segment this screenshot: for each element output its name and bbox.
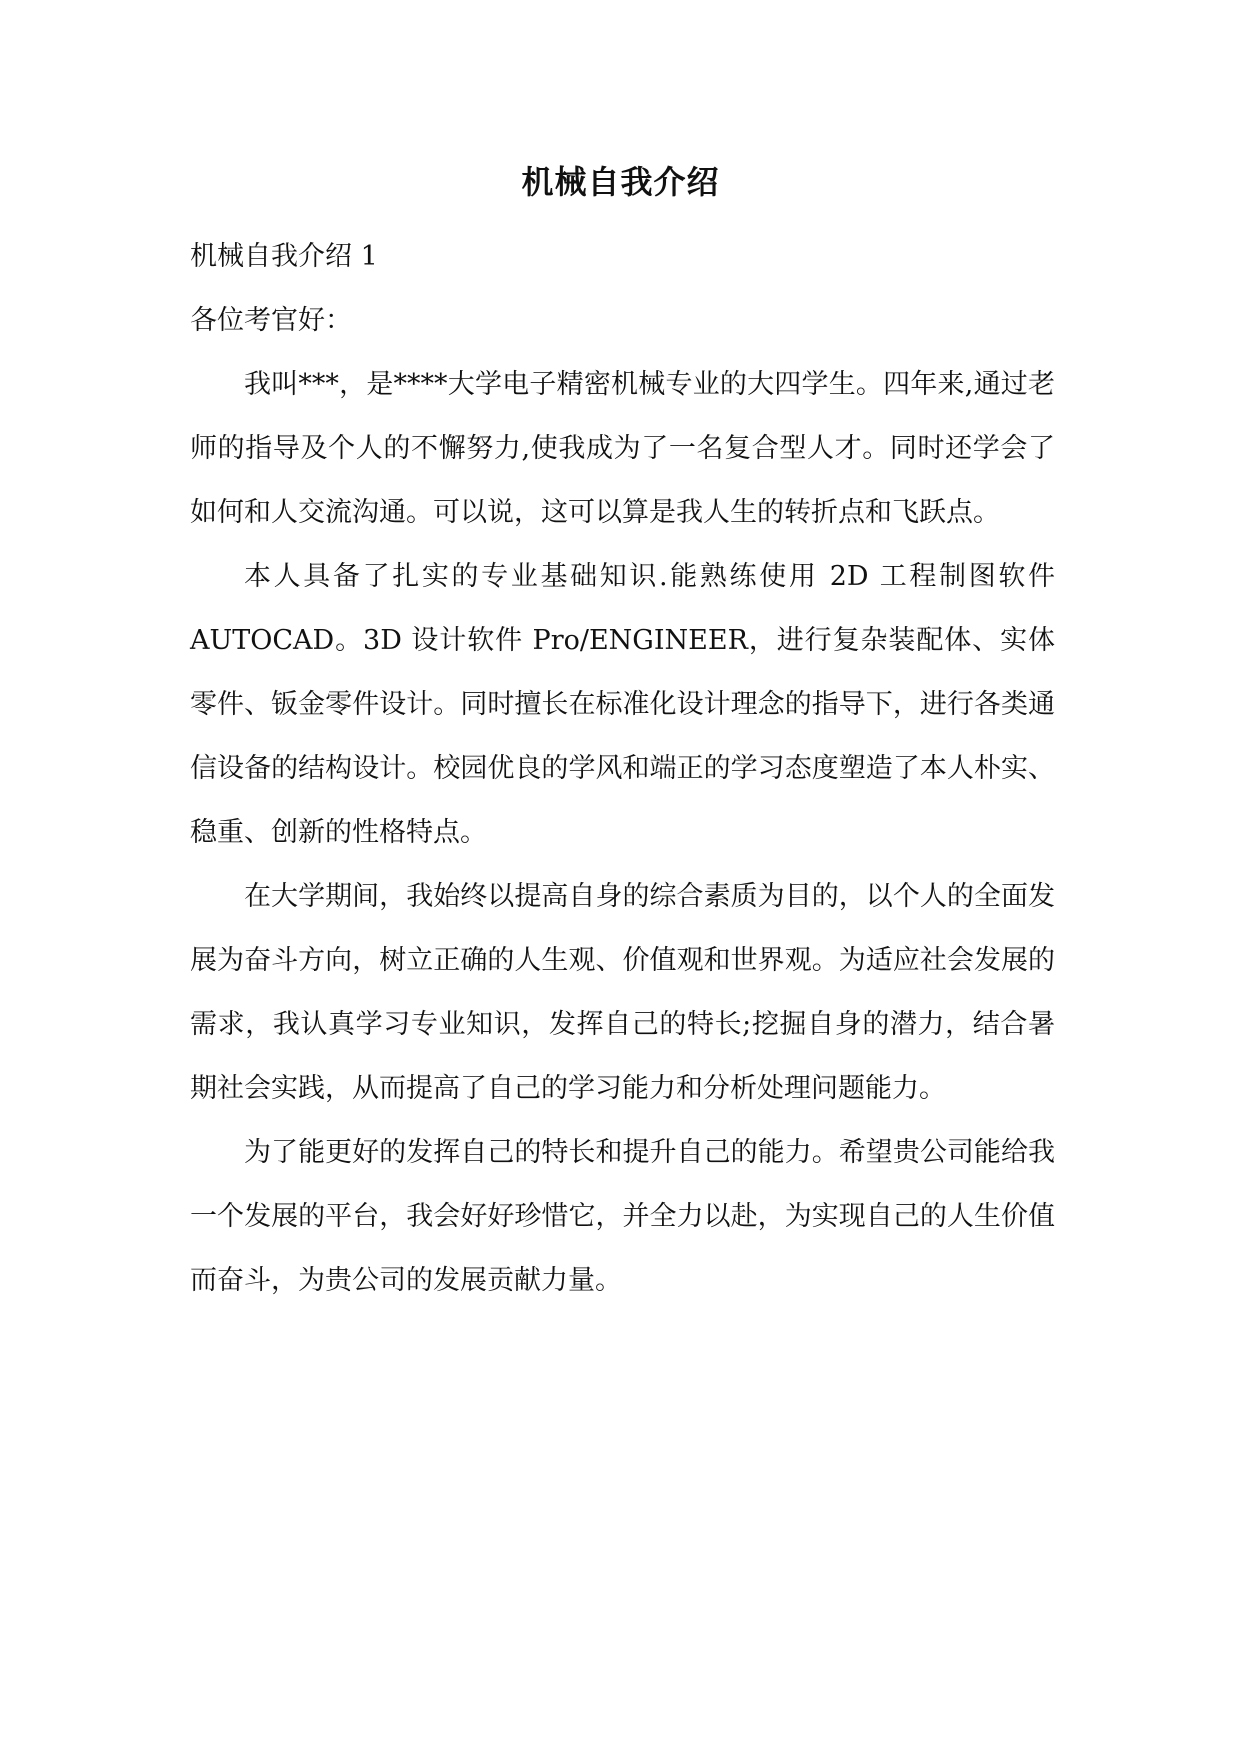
document-title: 机械自我介绍 [521,163,720,201]
paragraph-2: 本人具备了扎实的专业基础知识.能熟练使用 2D 工程制图软件 AUTOCAD。3D 设计软件 Pro/ENGINEER，进行复杂装配体、实体零件、钣金零件设计。同时擅长在标准化设计理念的指导下，进行各类通信设备的结构设计。校园优良的学风和端正的学习态度塑造了本人朴实、稳重、创新的性格特点。 [190,561,1055,848]
paragraph-4: 为了能更好的发挥自己的特长和提升自己的能力。希望贵公司能给我一个发展的平台，我会好好珍惜它，并全力以赴，为实现自己的人生价值而奋斗，为贵公司的发展贡献力量。 [190,1137,1055,1296]
paragraph-1: 我叫***，是****大学电子精密机械专业的大四学生。四年来,通过老师的指导及个人的不懈努力,使我成为了一名复合型人才。同时还学会了如何和人交流沟通。可以说，这可以算是我人生的转折点和飞跃点。 [190,369,1055,528]
document-body [190,225,1055,1313]
greeting: 各位考官好： [190,305,352,336]
paragraph-3: 在大学期间，我始终以提高自身的综合素质为目的，以个人的全面发展为奋斗方向，树立正确的人生观、价值观和世界观。为适应社会发展的需求，我认真学习专业知识，发挥自己的特长;挖掘自身的潜力，结合暑期社会实践，从而提高了自己的学习能力和分析处理问题能力。 [190,881,1055,1104]
document-subtitle: 机械自我介绍 1 [190,241,378,272]
